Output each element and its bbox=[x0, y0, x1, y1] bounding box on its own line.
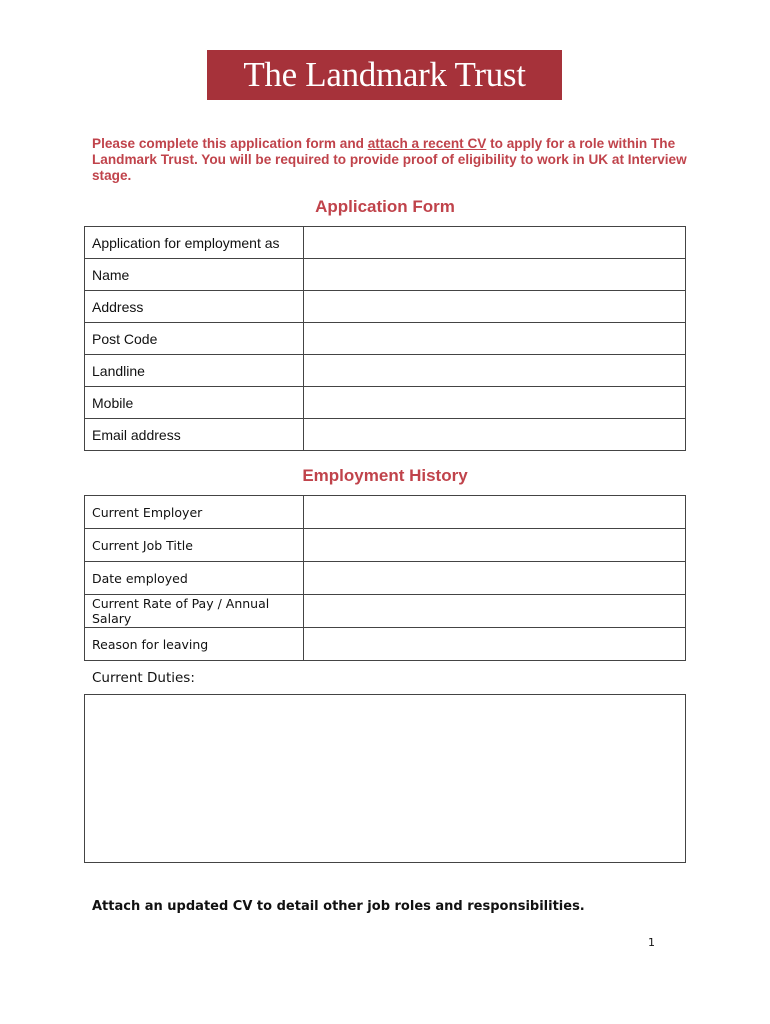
field-label-email: Email address bbox=[85, 419, 304, 451]
table-row bbox=[85, 496, 686, 529]
table-row bbox=[85, 529, 686, 562]
field-label-address: Address bbox=[85, 291, 304, 323]
post-code-field[interactable] bbox=[304, 323, 686, 355]
field-label-landline: Landline bbox=[85, 355, 304, 387]
employment-history-table bbox=[84, 495, 686, 661]
intro-paragraph bbox=[92, 136, 692, 184]
date-employed-field[interactable] bbox=[304, 562, 686, 595]
application-form-table bbox=[84, 226, 686, 451]
table-row bbox=[85, 291, 686, 323]
email-field[interactable] bbox=[304, 419, 686, 451]
landline-field[interactable] bbox=[304, 355, 686, 387]
current-duties-field[interactable] bbox=[84, 694, 686, 863]
employment-history-title: Employment History bbox=[302, 466, 468, 485]
field-label-current-employer: Current Employer bbox=[85, 496, 304, 529]
intro-text-2: to apply for a role within The Landmark Trust. You will be required to provide proof of eligibility to work in UK at Interview stage. bbox=[92, 136, 687, 183]
table-row bbox=[85, 387, 686, 419]
landmark-trust-logo bbox=[207, 50, 562, 100]
address-field[interactable] bbox=[304, 291, 686, 323]
logo-text: The Landmark Trust bbox=[243, 55, 526, 94]
field-label-job-title: Current Job Title bbox=[85, 529, 304, 562]
table-row bbox=[85, 419, 686, 451]
table-row bbox=[85, 227, 686, 259]
table-row bbox=[85, 562, 686, 595]
table-row bbox=[85, 259, 686, 291]
current-employer-field[interactable] bbox=[304, 496, 686, 529]
table-row bbox=[85, 355, 686, 387]
name-field[interactable] bbox=[304, 259, 686, 291]
field-label-post-code: Post Code bbox=[85, 323, 304, 355]
table-row bbox=[85, 628, 686, 661]
job-title-field[interactable] bbox=[304, 529, 686, 562]
table-row bbox=[85, 595, 686, 628]
rate-of-pay-field[interactable] bbox=[304, 595, 686, 628]
field-label-mobile: Mobile bbox=[85, 387, 304, 419]
field-label-employment-as: Application for employment as bbox=[85, 227, 304, 259]
mobile-field[interactable] bbox=[304, 387, 686, 419]
attach-cv-note: Attach an updated CV to detail other job roles and responsibilities. bbox=[92, 899, 585, 914]
application-form-title: Application Form bbox=[315, 197, 455, 216]
table-row bbox=[85, 323, 686, 355]
field-label-date-employed: Date employed bbox=[85, 562, 304, 595]
reason-for-leaving-field[interactable] bbox=[304, 628, 686, 661]
page-number: 1 bbox=[648, 936, 655, 949]
current-duties-label: Current Duties: bbox=[92, 670, 195, 686]
field-label-name: Name bbox=[85, 259, 304, 291]
field-label-rate-of-pay: Current Rate of Pay / Annual Salary bbox=[85, 595, 304, 628]
employment-as-field[interactable] bbox=[304, 227, 686, 259]
intro-text-1: Please complete this application form and bbox=[92, 136, 368, 151]
field-label-reason-for-leaving: Reason for leaving bbox=[85, 628, 304, 661]
intro-attach-cv: attach a recent CV bbox=[367, 136, 487, 151]
